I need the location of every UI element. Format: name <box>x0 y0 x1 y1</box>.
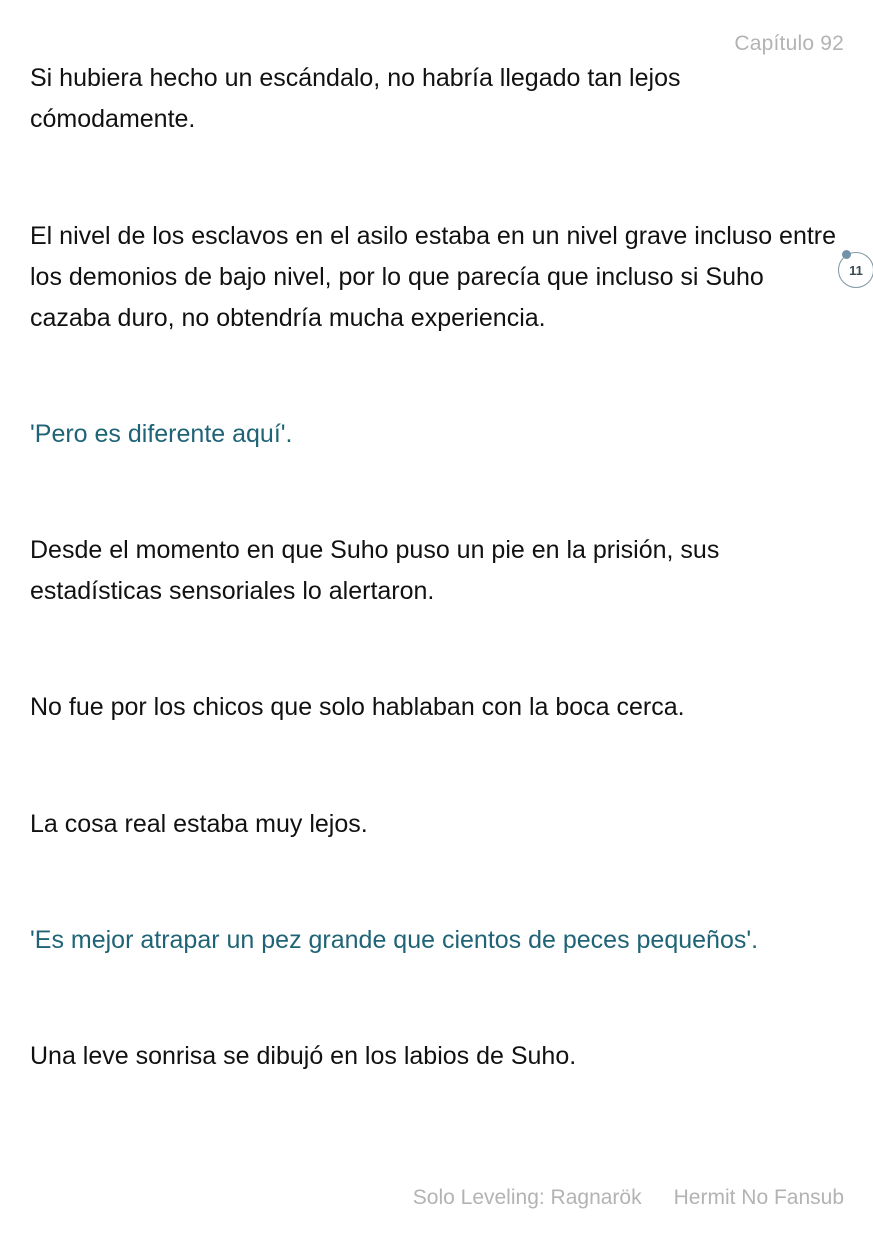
paragraph-4: Desde el momento en que Suho puso un pie en la prisión, sus estadísticas sensoriales lo alertaron. <box>30 536 720 605</box>
chapter-label: Capítulo 92 <box>734 32 844 55</box>
paragraph-3-thought: 'Pero es diferente aquí'. <box>30 420 293 448</box>
book-title: Solo Leveling: Ragnarök <box>412 1186 642 1209</box>
comment-indicator-icon <box>842 250 851 259</box>
paragraph-5: No fue por los chicos que solo hablaban con la boca cerca. <box>30 693 685 721</box>
paragraph-6: La cosa real estaba muy lejos. <box>30 810 368 838</box>
page-footer <box>413 1186 844 1210</box>
translator-credit: Hermit No Fansub <box>673 1186 844 1209</box>
paragraph-1: Si hubiera hecho un escándalo, no habría llegado tan lejos cómodamente. <box>30 64 681 133</box>
paragraph-2: El nivel de los esclavos en el asilo estaba en un nivel grave incluso entre los demonios de bajo nivel, por lo que parecía que incluso si Suho cazaba duro, no obtendría mucha experiencia. <box>30 222 837 332</box>
paragraph-7-thought: 'Es mejor atrapar un pez grande que cientos de peces pequeños'. <box>30 926 759 954</box>
comment-count: 11 <box>849 262 863 278</box>
paragraph-8: Una leve sonrisa se dibujó en los labios de Suho. <box>30 1042 577 1070</box>
